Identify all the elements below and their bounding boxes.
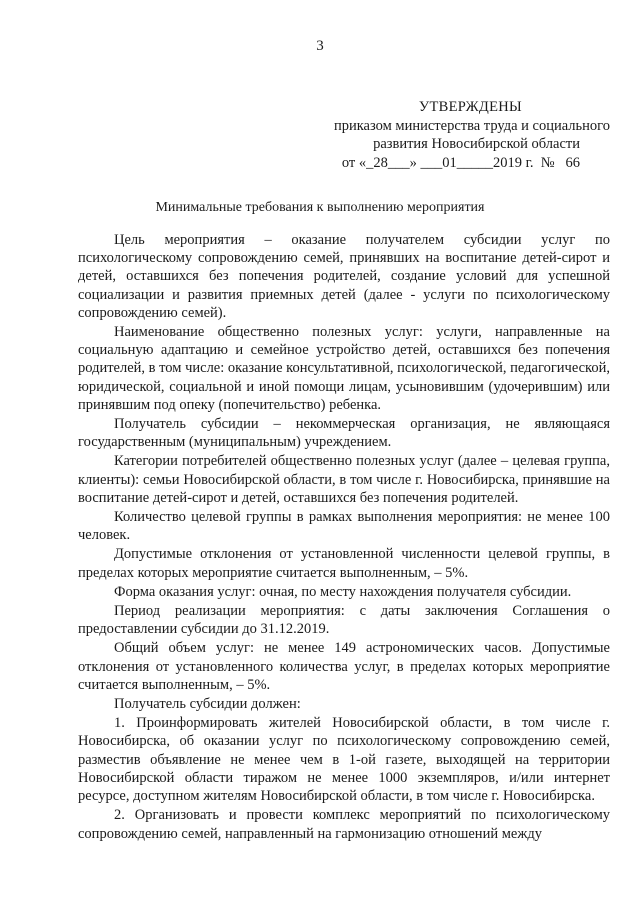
paragraph-group-size: Количество целевой группы в рамках выполнения мероприятия: не менее 100 человек. bbox=[78, 509, 610, 544]
paragraph-target-group: Категории потребителей общественно полезных услуг (далее – целевая группа, клиенты): семьи Новосибирской области, в том числе г. Новосибирска, принявшие на воспитание детей-сирот и детей, оставшихся без попечения родителей. bbox=[78, 453, 610, 506]
approval-line-date: от «_28___» ___01_____2019 г. № 66 bbox=[341, 154, 580, 171]
approval-heading: УТВЕРЖДЕНЫ bbox=[418, 99, 522, 115]
paragraph-item-2: 2. Организовать и провести комплекс мероприятий по психологическому сопровождению семей, направленный на гармонизацию отношений между bbox=[78, 807, 610, 842]
paragraph-obligations: Получатель субсидии должен: bbox=[114, 696, 301, 713]
paragraph-goal: Цель мероприятия – оказание получателем субсидии услуг по психологическому сопровождению семей, принявших на воспитание детей-сирот и детей, оставшихся без попечения родителей, создание условий для успешной социализации и развития приемных детей (далее - услуги по психологическому сопровождению семей). bbox=[78, 232, 610, 321]
paragraph-volume: Общий объем услуг: не менее 149 астрономических часов. Допустимые отклонения от установленного количества услуг, в пределах которых мероприятие считается выполненным, – 5%. bbox=[78, 640, 610, 693]
page-number: 3 bbox=[316, 38, 324, 54]
paragraph-service-form: Форма оказания услуг: очная, по месту нахождения получателя субсидии. bbox=[114, 583, 572, 600]
paragraph-deviation: Допустимые отклонения от установленной численности целевой группы, в пределах которых мероприятие считается выполненным, – 5%. bbox=[78, 546, 610, 581]
paragraph-recipient: Получатель субсидии – некоммерческая организация, не являющаяся государственным (муниципальным) учреждением. bbox=[78, 416, 610, 451]
document-title: Минимальные требования к выполнению мероприятия bbox=[155, 200, 485, 215]
approval-line-order: приказом министерства труда и социального bbox=[333, 117, 610, 134]
paragraph-period: Период реализации мероприятия: с даты заключения Соглашения о предоставлении субсидии до 31.12.2019. bbox=[78, 603, 610, 638]
approval-block bbox=[290, 98, 610, 172]
paragraph-services-name: Наименование общественно полезных услуг: услуги, направленные на социальную адаптацию и семейное устройство детей, оставшихся без попечения родителей, в том числе: оказание консультативной, психологической, педагогической, юридической, социальной и иной помощи лицам, усыновившим (удочерившим) или принявшим под опеку (попечительство) ребенка. bbox=[78, 324, 610, 413]
document-body bbox=[78, 231, 610, 843]
approval-line-ministry: развития Новосибирской области bbox=[373, 136, 580, 152]
paragraph-item-1: 1. Проинформировать жителей Новосибирской области, в том числе г. Новосибирска, об оказании услуг по психологическому сопровождению семей, разместив объявление не менее чем в 1-ой газете, выходящей на территории Новосибирской области тиражом не менее 1000 экземпляров, и/или интернет ресурсе, доступном жителям Новосибирской области, в том числе г. Новосибирска. bbox=[78, 715, 610, 805]
